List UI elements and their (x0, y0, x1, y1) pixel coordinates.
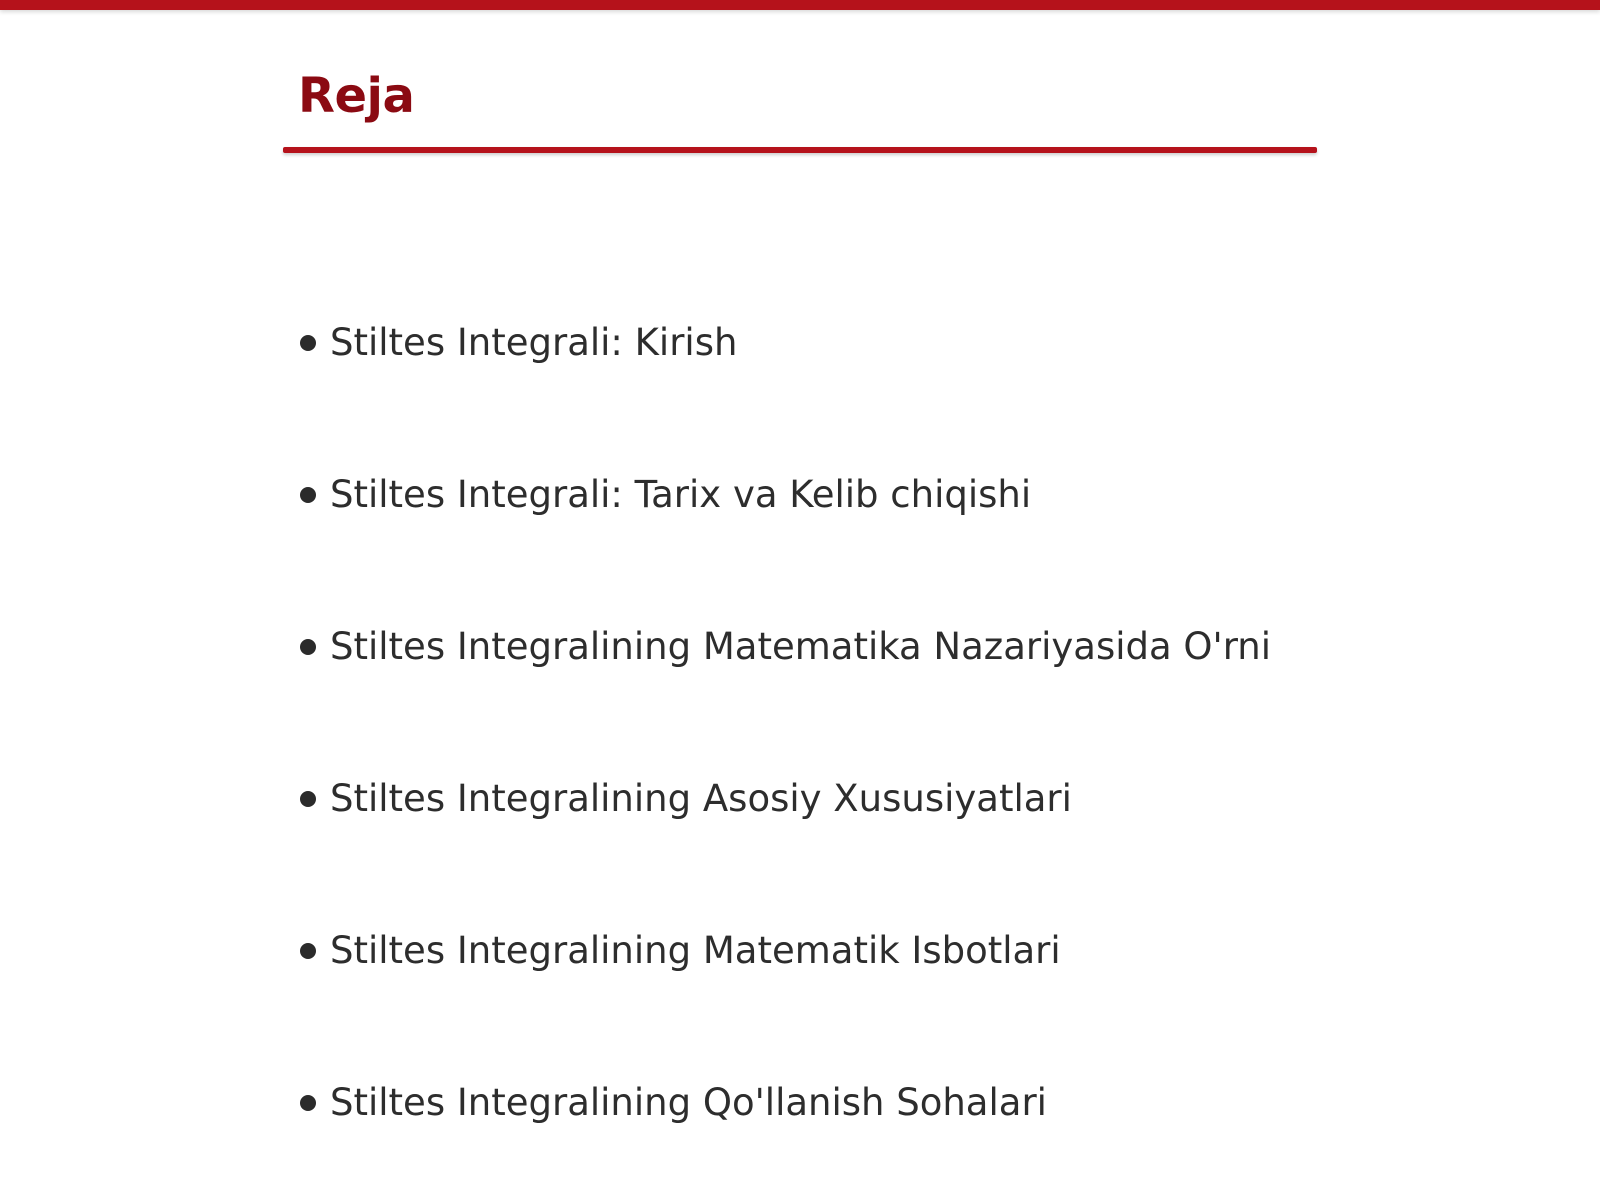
list-item (300, 579, 1400, 731)
bullet-icon (300, 487, 316, 503)
bullet-icon (300, 943, 316, 959)
bullet-icon (300, 791, 316, 807)
list-item-label: Stiltes Integralining Matematika Nazariyasida O'rni (330, 625, 1272, 668)
bullet-icon (300, 335, 316, 351)
list-item (300, 731, 1400, 883)
top-accent-bar (0, 0, 1600, 10)
slide-title: Reja (298, 68, 415, 124)
list-item-label: Stiltes Integrali: Kirish (330, 321, 738, 364)
list-item (300, 427, 1400, 579)
list-item (300, 1035, 1400, 1187)
bullet-icon (300, 1095, 316, 1111)
list-item-label: Stiltes Integralining Qo'llanish Sohalari (330, 1081, 1047, 1124)
title-underline (283, 147, 1317, 153)
list-item-label: Stiltes Integrali: Tarix va Kelib chiqishi (330, 473, 1032, 516)
list-item-label: Stiltes Integralining Matematik Isbotlari (330, 929, 1061, 972)
list-item-label: Stiltes Integralining Asosiy Xususiyatlari (330, 777, 1072, 820)
list-item (300, 883, 1400, 1035)
bullet-icon (300, 639, 316, 655)
agenda-list (300, 275, 1400, 1187)
list-item (300, 275, 1400, 427)
